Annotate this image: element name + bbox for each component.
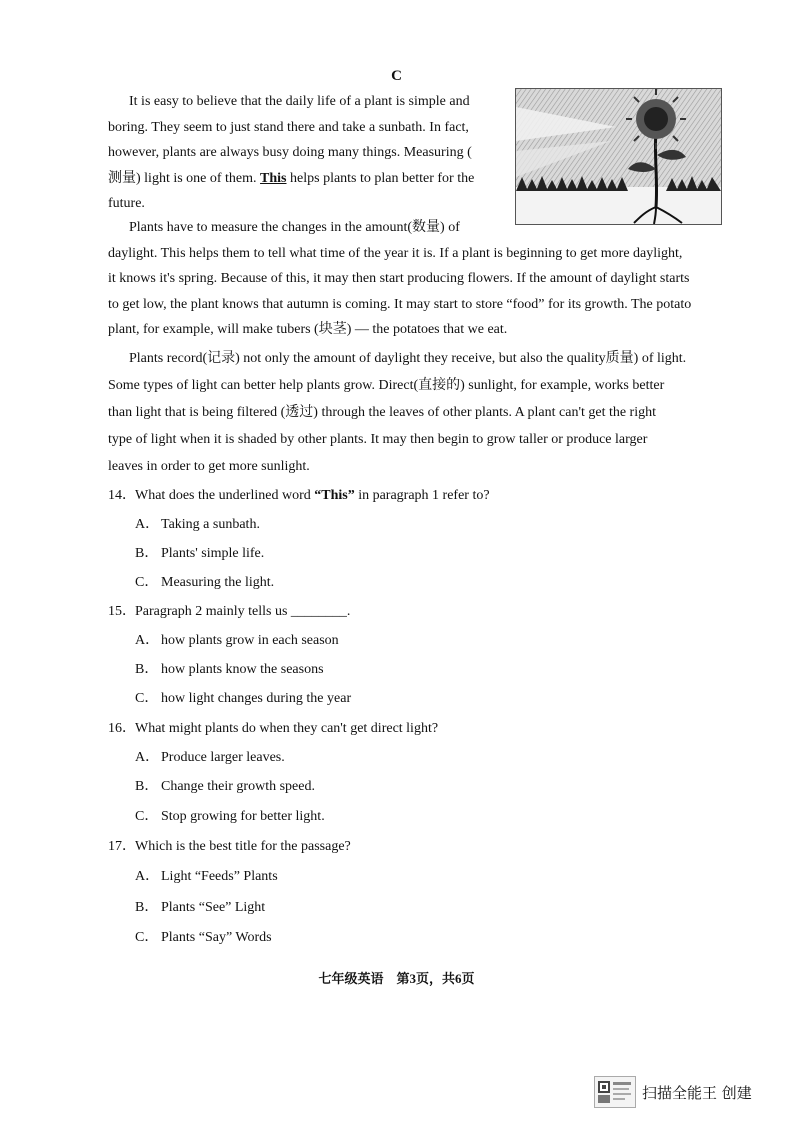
passage-line: It is easy to believe that the daily life of a plant is simple and <box>129 94 470 109</box>
question-stem-bold: “This” <box>314 488 355 503</box>
option-text: how plants know the seasons <box>161 662 324 677</box>
passage-line: it knows it's spring. Because of this, it may then start producing flowers. If the amount of daylight starts <box>108 271 690 286</box>
option-16-b[interactable] <box>135 775 315 795</box>
option-15-c[interactable] <box>135 687 351 707</box>
question-stem: What might plants do when they can't get direct light? <box>135 721 439 736</box>
option-text: how light changes during the year <box>161 691 352 706</box>
option-16-a[interactable] <box>135 746 285 766</box>
option-label: A． <box>135 869 160 884</box>
passage-line: Plants have to measure the changes in the amount(数量) of <box>129 220 460 235</box>
question-17 <box>108 835 351 855</box>
option-15-b[interactable] <box>135 658 324 678</box>
option-text: Light “Feeds” Plants <box>161 869 278 884</box>
question-14 <box>108 484 490 504</box>
option-text: Plants “Say” Words <box>161 930 272 945</box>
underlined-word-this: This <box>260 170 287 186</box>
question-16 <box>108 717 438 737</box>
sunflower-sketch-icon <box>515 88 722 225</box>
option-label: A． <box>135 750 160 765</box>
question-number: 14． <box>108 488 136 503</box>
question-15 <box>108 600 350 620</box>
passage-paragraph-2 <box>108 215 720 343</box>
passage-line: type of light when it is shaded by other plants. It may then begin to grow taller or produce larger <box>108 432 648 447</box>
question-stem: . <box>346 604 351 619</box>
option-15-a[interactable] <box>135 629 339 649</box>
question-number: 16． <box>108 721 136 736</box>
passage-line: daylight. This helps them to tell what time of the year it is. If a plant is beginning to get more daylight, <box>108 245 683 261</box>
option-text: Plants' simple life. <box>161 546 265 561</box>
question-stem: in paragraph 1 refer to? <box>354 488 490 503</box>
passage-line: to get low, the plant knows that autumn is coming. It may start to store “food” for its growth. The potato <box>108 296 692 312</box>
question-stem: What does the underlined word <box>135 488 315 503</box>
option-text: Produce larger leaves. <box>161 750 285 765</box>
option-text: Change their growth speed. <box>161 779 315 794</box>
passage-line: boring. They seem to just stand there and take a sunbath. In fact, <box>108 119 469 135</box>
option-14-c[interactable] <box>135 571 274 591</box>
scanner-app-logo-icon <box>594 1076 636 1108</box>
option-label: B． <box>135 900 159 915</box>
passage-text: 测量) light is one of them. <box>108 170 257 186</box>
option-label: B． <box>135 779 159 794</box>
question-number: 17． <box>108 839 136 854</box>
passage-line: Some types of light can better help plants grow. Direct(直接的) sunlight, for example, works better <box>108 378 665 393</box>
scanner-watermark <box>594 1076 752 1108</box>
option-17-b[interactable] <box>135 896 265 916</box>
passage-line: than light that is being filtered (透过) through the leaves of other plants. A plant can't get the right <box>108 405 657 420</box>
option-label: B． <box>135 546 159 561</box>
option-text: Taking a sunbath. <box>161 517 260 532</box>
option-16-c[interactable] <box>135 805 325 825</box>
answer-blank: ________ <box>290 604 347 619</box>
question-stem: Which is the best title for the passage? <box>135 839 351 854</box>
option-label: B． <box>135 662 159 677</box>
watermark-text: 扫描全能王 创建 <box>642 1083 752 1102</box>
passage-text: helps plants to plan better for the <box>286 170 475 186</box>
option-14-a[interactable] <box>135 513 260 533</box>
option-17-c[interactable] <box>135 926 272 946</box>
passage-line: Plants record(记录) not only the amount of daylight they receive, but also the quality质量) of light. <box>129 351 687 366</box>
passage-line: future. <box>108 196 145 211</box>
option-text: how plants grow in each season <box>161 633 339 648</box>
page-footer: 七年级英语 第3页，共6页 <box>318 971 475 986</box>
passage-line: plant, for example, will make tubers (块茎) — the potatoes that we eat. <box>108 322 508 337</box>
option-text: Stop growing for better light. <box>161 809 325 824</box>
option-text: Plants “See” Light <box>161 900 266 915</box>
passage-line <box>108 166 504 192</box>
option-14-b[interactable] <box>135 542 264 562</box>
passage-paragraph-3 <box>108 345 720 480</box>
option-label: C． <box>135 809 159 824</box>
passage-line: however, plants are always busy doing many things. Measuring ( <box>108 145 472 160</box>
question-number: 15． <box>108 604 136 619</box>
option-label: C． <box>135 691 159 706</box>
option-17-a[interactable] <box>135 865 278 885</box>
option-text: Measuring the light. <box>161 575 275 590</box>
section-heading: C <box>391 68 402 84</box>
question-stem: Paragraph 2 mainly tells us <box>135 604 291 619</box>
option-label: C． <box>135 575 159 590</box>
option-label: C． <box>135 930 159 945</box>
passage-paragraph-1 <box>108 89 504 217</box>
option-label: A． <box>135 633 160 648</box>
passage-line: leaves in order to get more sunlight. <box>108 459 310 474</box>
option-label: A． <box>135 517 160 532</box>
